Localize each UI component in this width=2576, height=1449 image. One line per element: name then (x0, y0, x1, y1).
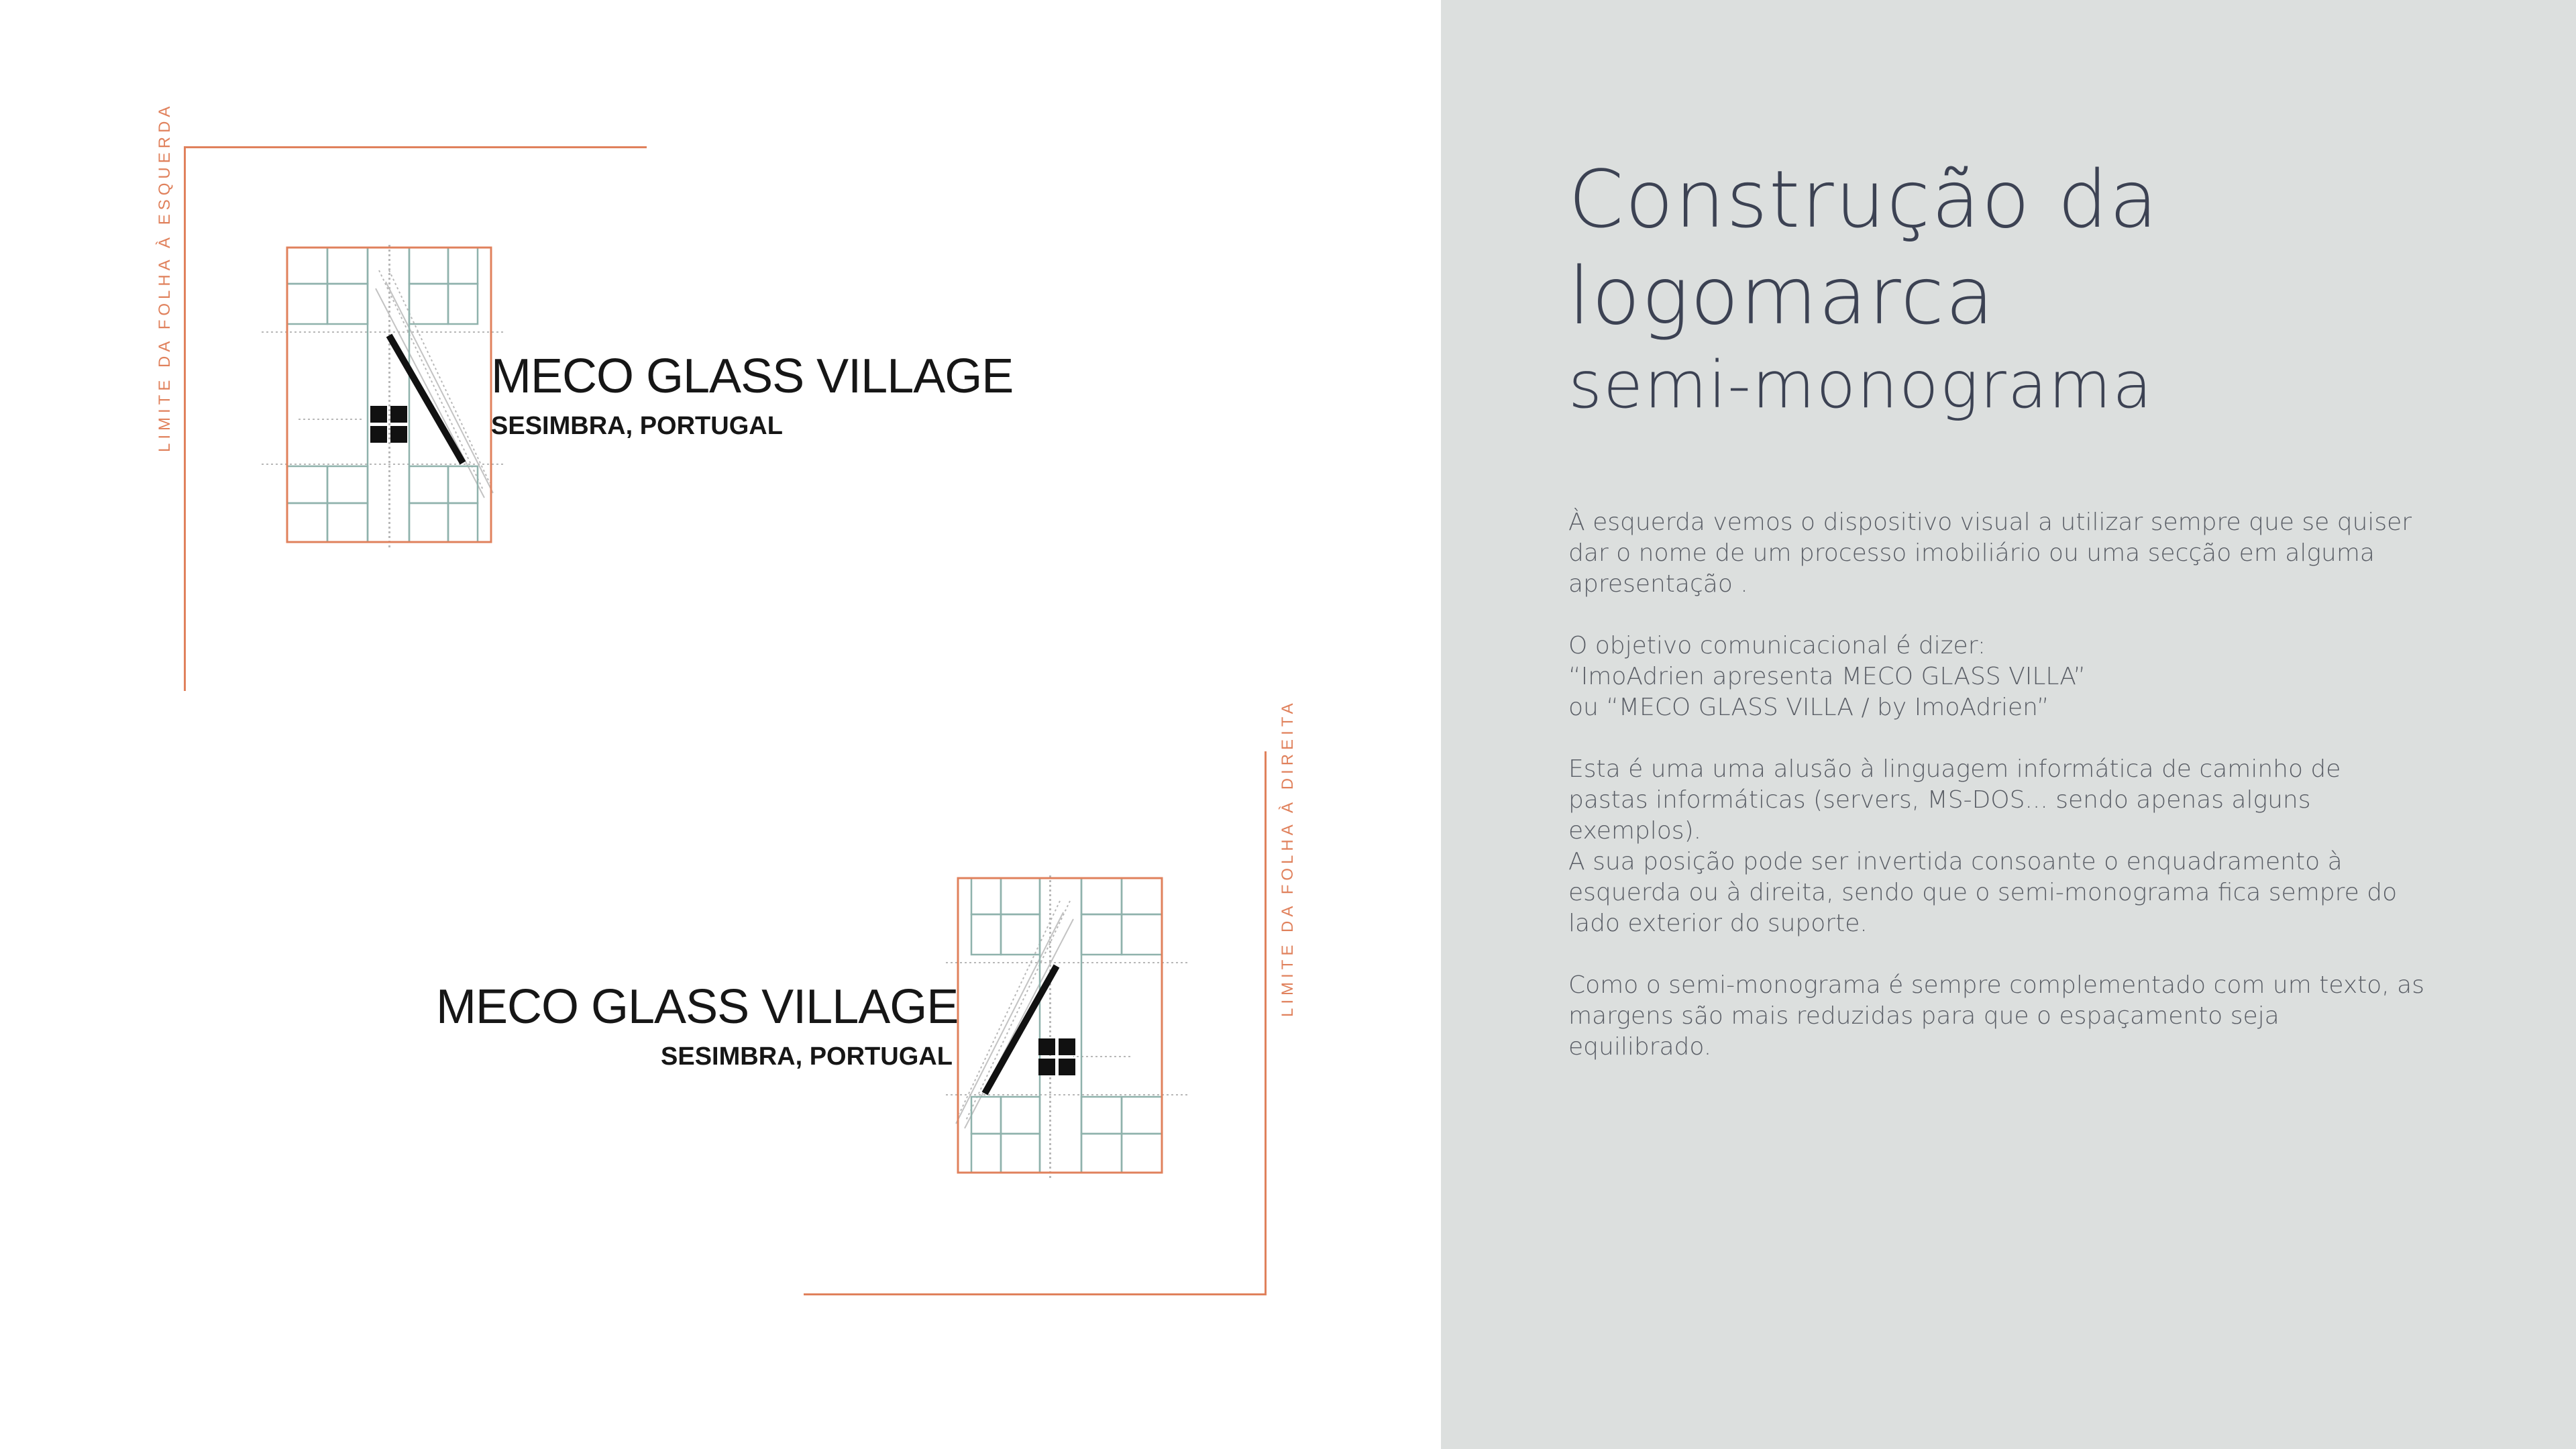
left-bracket-side (184, 146, 186, 691)
description-paragraph (1568, 631, 2427, 723)
description-paragraph (1568, 754, 2427, 939)
left-brand-name: MECO GLASS VILLAGE (491, 350, 1014, 403)
left-bracket-top (184, 146, 647, 148)
left-sheet-limit-label: LIMITE DA FOLHA À ESQUERDA (156, 102, 174, 452)
right-sheet-limit-label: LIMITE DA FOLHA À DIREITA (1279, 699, 1297, 1017)
description-paragraph: À esquerda vemos o dispositivo visual a utilizar sempre que se quiser dar o nome de um processo imobiliário ou uma secção em alguma apresentação . (1568, 508, 2412, 598)
description-paragraph: Como o semi-monograma é sempre complementado com um texto, as margens são mais reduzidas para que o espaçamento seja equilibrado. (1568, 971, 2424, 1061)
page-subtitle: semi-monograma (1568, 347, 2153, 423)
description-line: O objetivo comunicacional é dizer: (1568, 632, 1986, 659)
page-title-line-2: logomarca (1568, 250, 1996, 342)
description-line: Esta é uma uma alusão à linguagem informática de caminho de pastas informáticas (servers, MS-DOS... sendo apenas alguns exemplos). (1568, 755, 2341, 845)
description-text (1568, 507, 2427, 1093)
left-brand-place: SESIMBRA, PORTUGAL (491, 412, 783, 440)
page-title-line-1: Construção da (1568, 153, 2159, 246)
right-brand-name: MECO GLASS VILLAGE (436, 980, 959, 1034)
right-bracket-side (1265, 751, 1267, 1295)
description-line: A sua posição pode ser invertida consoante o enquadramento à esquerda ou à direita, sendo que o semi-monograma fica sempre do lado exterior do suporte. (1568, 848, 2398, 937)
right-brand-place: SESIMBRA, PORTUGAL (661, 1042, 953, 1071)
description-line: ou “MECO GLASS VILLA / by ImoAdrien” (1568, 694, 2049, 721)
right-bracket-bottom (804, 1293, 1267, 1295)
left-monogram-construction (255, 241, 510, 557)
description-line: “ImoAdrien apresenta MECO GLASS VILLA” (1568, 663, 2086, 690)
right-monogram-construction (926, 872, 1194, 1187)
